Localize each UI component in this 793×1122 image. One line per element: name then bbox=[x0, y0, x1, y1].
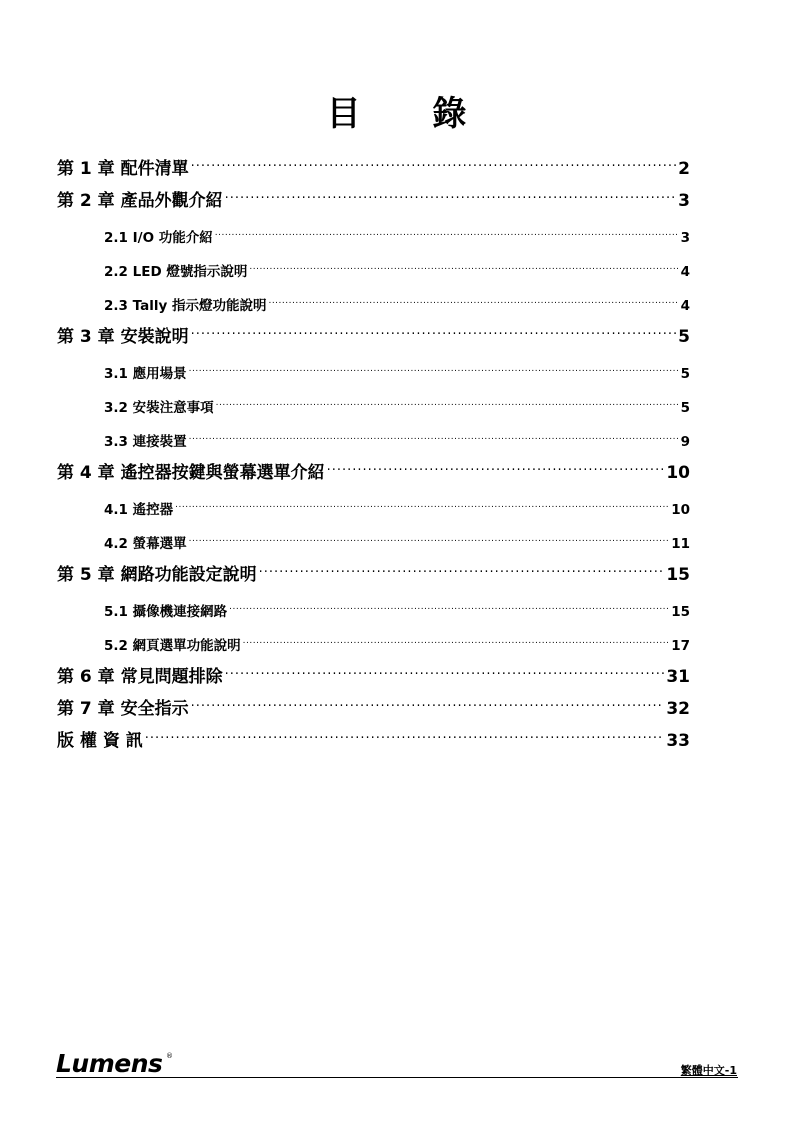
page-title: 目 錄 bbox=[326, 94, 497, 134]
toc-entry-label: 版 權 資 訊 bbox=[57, 731, 143, 751]
toc-entry-2-1[interactable] bbox=[104, 222, 690, 246]
toc-entry-page: 3 bbox=[680, 230, 690, 246]
toc-leader-dots bbox=[268, 290, 678, 310]
toc-entry-5-1[interactable] bbox=[104, 596, 690, 620]
toc-entry-2-3[interactable] bbox=[104, 290, 690, 314]
toc-leader-dots bbox=[259, 556, 665, 580]
toc-entry-chapter-2[interactable] bbox=[57, 182, 690, 211]
toc-entry-page: 5 bbox=[680, 366, 690, 382]
toc-leader-dots bbox=[243, 630, 670, 650]
toc-entry-page: 15 bbox=[666, 565, 690, 585]
toc-entry-page: 3 bbox=[678, 191, 690, 211]
toc-entry-page: 9 bbox=[680, 434, 690, 450]
toc-entry-page: 11 bbox=[671, 536, 690, 552]
toc-leader-dots bbox=[225, 182, 677, 206]
toc-leader-dots bbox=[191, 690, 665, 714]
toc-leader-dots bbox=[191, 318, 677, 342]
lumens-logo: Lumens bbox=[56, 1049, 163, 1078]
toc-entry-page: 32 bbox=[666, 699, 690, 719]
toc-entry-3-1[interactable] bbox=[104, 358, 690, 382]
toc-entry-label: 2.1 I/O 功能介紹 bbox=[104, 230, 213, 246]
toc-entry-3-2[interactable] bbox=[104, 392, 690, 416]
registered-trademark-mark: ® bbox=[166, 1052, 173, 1060]
toc-leader-dots bbox=[216, 392, 679, 412]
toc-entry-page: 33 bbox=[666, 731, 690, 751]
toc-entry-page: 15 bbox=[671, 604, 690, 620]
toc-entry-label: 4.2 螢幕選單 bbox=[104, 536, 187, 552]
footer-page-number: 繁體中文-1 bbox=[680, 1064, 737, 1077]
toc-entry-label: 3.1 應用場景 bbox=[104, 366, 187, 382]
toc-leader-dots bbox=[175, 494, 669, 514]
toc-entry-copyright[interactable] bbox=[57, 722, 690, 751]
toc-entry-page: 4 bbox=[680, 298, 690, 314]
toc-entry-chapter-3[interactable] bbox=[57, 318, 690, 347]
toc-leader-dots bbox=[189, 528, 670, 548]
toc-leader-dots bbox=[229, 596, 669, 616]
toc-entry-page: 4 bbox=[680, 264, 690, 280]
toc-entry-label: 第 2 章 產品外觀介紹 bbox=[57, 191, 223, 211]
toc-entry-4-1[interactable] bbox=[104, 494, 690, 518]
toc-leader-dots bbox=[189, 358, 679, 378]
toc-entry-4-2[interactable] bbox=[104, 528, 690, 552]
toc-entry-5-2[interactable] bbox=[104, 630, 690, 654]
toc-entry-chapter-5[interactable] bbox=[57, 556, 690, 585]
toc-leader-dots bbox=[225, 658, 665, 682]
toc-entry-chapter-4[interactable] bbox=[57, 454, 690, 483]
toc-entry-label: 5.1 攝像機連接網路 bbox=[104, 604, 228, 620]
toc-leader-dots bbox=[189, 426, 679, 446]
toc-entry-label: 5.2 網頁選單功能說明 bbox=[104, 638, 241, 654]
toc-entry-label: 3.3 連接裝置 bbox=[104, 434, 187, 450]
toc-entry-page: 10 bbox=[671, 502, 690, 518]
toc-leader-dots bbox=[191, 150, 677, 174]
toc-entry-3-3[interactable] bbox=[104, 426, 690, 450]
toc-entry-label: 2.3 Tally 指示燈功能說明 bbox=[104, 298, 267, 314]
toc-entry-label: 第 1 章 配件清單 bbox=[57, 159, 189, 179]
toc-entry-label: 第 3 章 安裝說明 bbox=[57, 327, 189, 347]
toc-entry-label: 第 5 章 網路功能設定說明 bbox=[57, 565, 257, 585]
toc-entry-page: 5 bbox=[680, 400, 690, 416]
toc-entry-chapter-1[interactable] bbox=[57, 150, 690, 179]
toc-entry-page: 10 bbox=[666, 463, 690, 483]
toc-entry-chapter-6[interactable] bbox=[57, 658, 690, 687]
toc-entry-2-2[interactable] bbox=[104, 256, 690, 280]
toc-entry-label: 4.1 遙控器 bbox=[104, 502, 174, 518]
toc-entry-label: 2.2 LED 燈號指示說明 bbox=[104, 264, 248, 280]
toc-entry-label: 第 6 章 常見問題排除 bbox=[57, 667, 223, 687]
toc-entry-chapter-7[interactable] bbox=[57, 690, 690, 719]
toc-entry-label: 第 7 章 安全指示 bbox=[57, 699, 189, 719]
footer-divider bbox=[56, 1077, 738, 1078]
toc-entry-page: 5 bbox=[678, 327, 690, 347]
toc-entry-page: 31 bbox=[666, 667, 690, 687]
toc-leader-dots bbox=[327, 454, 665, 478]
toc-leader-dots bbox=[215, 222, 679, 242]
toc-entry-page: 2 bbox=[678, 159, 690, 179]
toc-entry-label: 3.2 安裝注意事項 bbox=[104, 400, 214, 416]
toc-entry-page: 17 bbox=[671, 638, 690, 654]
toc-leader-dots bbox=[249, 256, 678, 276]
toc-leader-dots bbox=[145, 722, 665, 746]
toc-entry-label: 第 4 章 遙控器按鍵與螢幕選單介紹 bbox=[57, 463, 325, 483]
